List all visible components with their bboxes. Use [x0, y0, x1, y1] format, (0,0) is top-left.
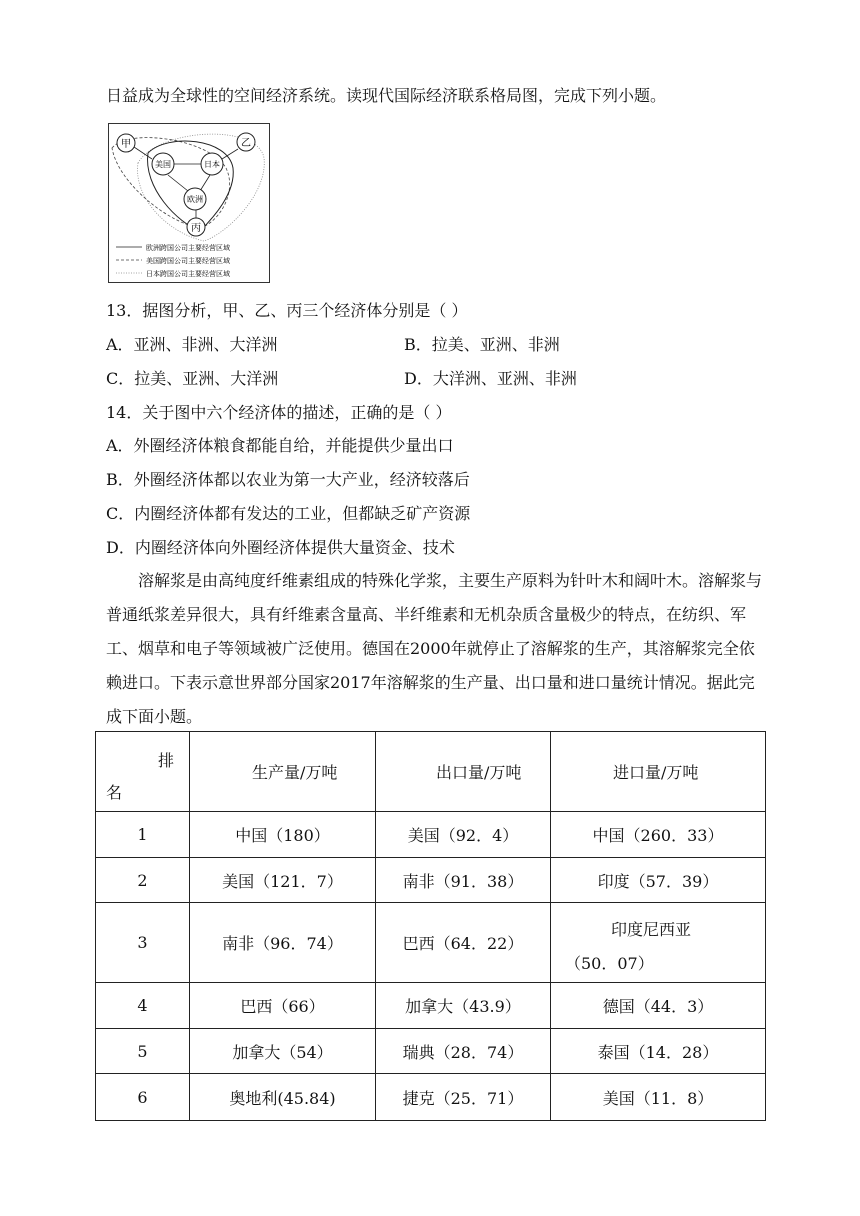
table-header-row: [96, 732, 766, 812]
legend-japan: 日本跨国公司主要经营区域: [146, 270, 230, 278]
question-14-option-c: C．内圈经济体都有发达的工业，但都缺乏矿产资源: [106, 504, 471, 523]
rank-cell: 4: [96, 983, 190, 1029]
production-cell: 奥地利(45.84): [190, 1074, 376, 1121]
production-cell: 美国（121．7）: [190, 858, 376, 903]
production-cell: 中国（180）: [190, 812, 376, 858]
header-production: 生产量/万吨: [190, 732, 376, 812]
header-rank-bottom: 名: [106, 782, 123, 802]
question-14-stem: 14．关于图中六个经济体的描述，正确的是（ ）: [106, 403, 452, 422]
question-13-option-c: C．拉美、亚洲、大洋洲: [106, 369, 279, 388]
legend-usa: 美国跨国公司主要经营区域: [146, 257, 230, 265]
rank-cell: 6: [96, 1074, 190, 1121]
table-row: [96, 983, 766, 1029]
production-cell: 加拿大（54）: [190, 1029, 376, 1074]
intro-line: 日益成为全球性的空间经济系统。读现代国际经济联系格局图，完成下列小题。: [106, 86, 667, 105]
node-europe: 欧洲: [187, 195, 203, 204]
question-13-option-d: D．大洋洲、亚洲、非洲: [404, 369, 577, 388]
node-usa: 美国: [155, 160, 171, 169]
export-cell: 巴西（64．22）: [376, 903, 551, 983]
node-japan: 日本: [204, 160, 220, 169]
legend-europe: 欧洲跨国公司主要经营区域: [146, 244, 230, 252]
import-cell: 中国（260．33）: [551, 812, 766, 858]
production-cell: 南非（96．74）: [190, 903, 376, 983]
node-bing: 丙: [191, 223, 201, 234]
question-14-option-a: A．外圈经济体粮食都能自给，并能提供少量出口: [106, 436, 454, 455]
rank-cell: 2: [96, 858, 190, 903]
export-cell: 南非（91．38）: [376, 858, 551, 903]
table-row: [96, 1029, 766, 1074]
question-13-stem: 13．据图分析，甲、乙、丙三个经济体分别是（ ）: [106, 301, 468, 320]
economic-links-figure: [108, 123, 270, 283]
header-import: 进口量/万吨: [551, 732, 766, 812]
import-cell-country: 印度尼西亚: [611, 919, 692, 939]
production-cell: 巴西（66）: [190, 983, 376, 1029]
import-cell: [551, 903, 766, 983]
table-row: [96, 1074, 766, 1121]
import-cell-value: （50．07）: [565, 953, 654, 973]
export-cell: 瑞典（28．74）: [376, 1029, 551, 1074]
header-rank-top: 排: [158, 750, 175, 770]
rank-cell: 3: [96, 903, 190, 983]
node-yi: 乙: [241, 138, 251, 149]
table-row: [96, 903, 766, 983]
table-row: [96, 812, 766, 858]
rank-cell: 5: [96, 1029, 190, 1074]
import-cell: 美国（11．8）: [551, 1074, 766, 1121]
rank-cell: 1: [96, 812, 190, 858]
import-cell: 印度（57．39）: [551, 858, 766, 903]
export-cell: 捷克（25．71）: [376, 1074, 551, 1121]
passage: 溶解浆是由高纯度纤维素组成的特殊化学浆，主要生产原料为针叶木和阔叶木。溶解浆与普通纸浆差异很大，具有纤维素含量高、半纤维素和无机杂质含量极少的特点，在纺织、军工、烟草和电子等领域被广泛使用。德国在2000年就停止了溶解浆的生产，其溶解浆完全依赖进口。下表示意世界部分国家2017年溶解浆的生产量、出口量和进口量统计情况。据此完成下面小题。: [106, 571, 763, 726]
question-13-option-a: A．亚洲、非洲、大洋洲: [106, 335, 278, 354]
question-13-option-b: B．拉美、亚洲、非洲: [404, 335, 560, 354]
header-export: 出口量/万吨: [376, 732, 551, 812]
node-jia: 甲: [121, 139, 131, 150]
import-cell: 德国（44．3）: [551, 983, 766, 1029]
export-cell: 美国（92．4）: [376, 812, 551, 858]
import-cell: 泰国（14．28）: [551, 1029, 766, 1074]
question-14-option-b: B．外圈经济体都以农业为第一大产业，经济较落后: [106, 470, 470, 489]
question-14-option-d: D．内圈经济体向外圈经济体提供大量资金、技术: [106, 538, 455, 557]
table-row: [96, 858, 766, 903]
export-cell: 加拿大（43.9）: [376, 983, 551, 1029]
pulp-statistics-table: [95, 731, 766, 1121]
